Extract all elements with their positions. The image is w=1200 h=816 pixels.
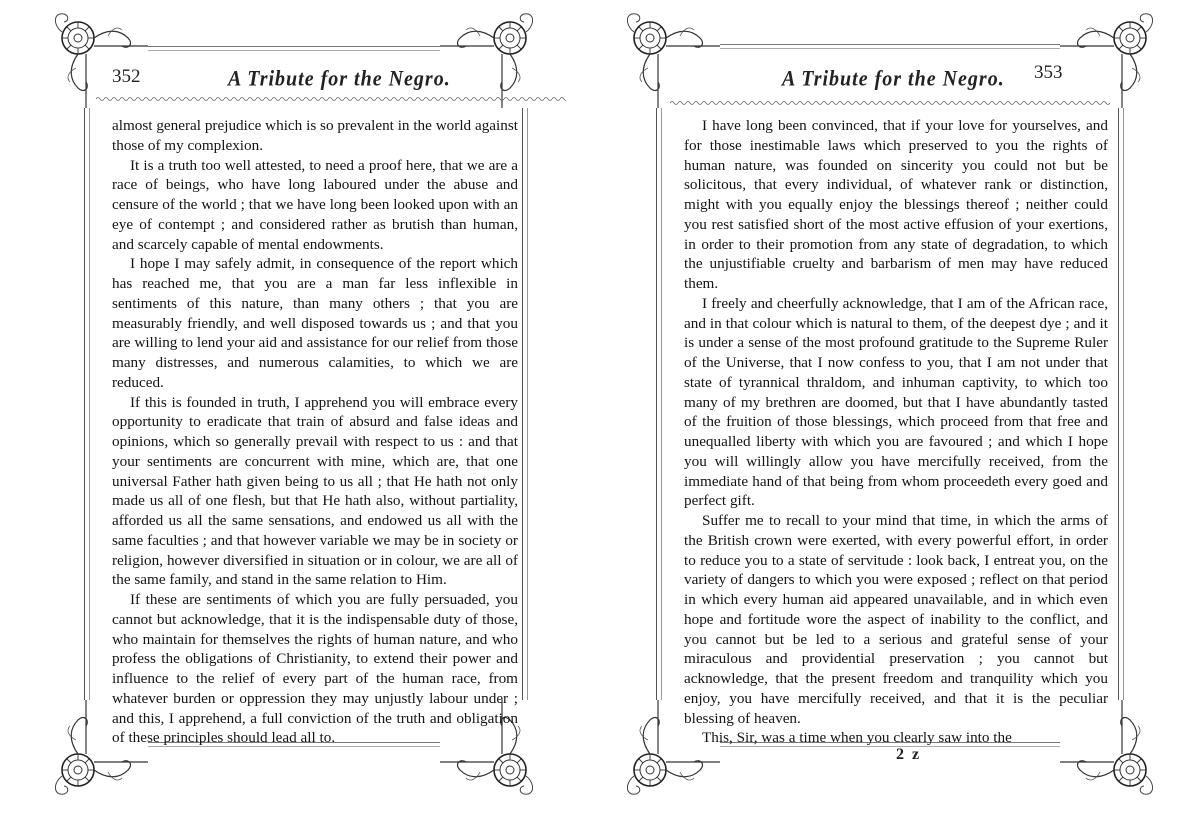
frame-left-rule xyxy=(656,108,657,700)
paragraph: I hope I may safely admit, in consequence of the report which has reached me, that you are a man far less inflexible in sentiments of this nature, than many others ; that you are measurably friendly, and well disposed towards us ; and that you are willing to lend your aid and assistance for our relief from those many distresses, and numerous calamities, to which we are reduced. xyxy=(112,255,518,391)
corner-ornament-icon xyxy=(48,8,148,108)
frame-right-rule xyxy=(1118,108,1119,700)
page-number: 352 xyxy=(112,66,141,87)
frame-top-rule xyxy=(148,50,440,51)
paragraph: I freely and cheerfully acknowledge, that I am of the African race, and in that colour which is natural to them, of the deepest dye ; and it is under a sense of the most profound gratitude to the Supreme Ruler of the Universe, that I now confess to you, that I am not under that state of tyrannical thraldom, and inhuman captivity, to which too many of my brethren are doomed, but that I have abundantly tasted of the fruition of those blessings, which proceed from that free and unequalled liberty with which you are favoured ; and which I hope you will willingly allow you have mercifully received, from the immediate hand of that being from whom proceedeth every goed and perfect gift. xyxy=(684,294,1108,510)
running-header xyxy=(670,62,1110,92)
right-page xyxy=(620,0,1160,816)
frame-right-rule xyxy=(1123,108,1124,700)
frame-left-rule xyxy=(89,108,90,700)
left-page xyxy=(40,0,580,816)
paragraph: It is a truth too well attested, to need a proof here, that we are a race of beings, who have long laboured under the abuse and censure of the world ; that we have long been looked upon with an eye of contempt ; and considered rather as brutish than human, and scarcely capable of mental endowments. xyxy=(112,156,518,253)
corner-ornament-icon xyxy=(620,8,720,108)
frame-right-rule xyxy=(522,108,523,700)
frame-right-rule xyxy=(527,108,528,700)
paragraph: almost general prejudice which is so prevalent in the world against those of my complexion. xyxy=(112,117,518,154)
corner-ornament-icon xyxy=(1060,8,1160,108)
frame-left-rule xyxy=(661,108,662,700)
paragraph: This, Sir, was a time when you clearly saw into the xyxy=(702,729,1012,747)
frame-left-rule xyxy=(84,108,85,700)
page-number: 353 xyxy=(1034,62,1063,83)
corner-ornament-icon xyxy=(440,8,540,108)
frame-top-rule xyxy=(720,44,1060,45)
paragraph: If these are sentiments of which you are fully persuaded, you cannot but acknowledge, that it is the indispensable duty of those, who maintain for themselves the rights of human nature, and who profess the obligations of Christianity, to extend their power and influence to the relief of every part of the human race, from whatever burden or oppression they may unjustly labour under ; and this, I apprehend, a full conviction of the truth and obligation of these principles should lead all to. xyxy=(112,591,518,747)
paragraph: If this is founded in truth, I apprehend you will embrace every opportunity to eradicate that train of absurd and false ideas and opinions, which so generally prevail with respect to us : and that your sentiments are concurrent with mine, which are, that one universal Father hath given being to us all ; that He hath not only made us all of one flesh, but that He hath also, without partiality, afforded us all the same sensations, and endowed us all with the same faculties ; and that however variable we may be in society or religion, however diversified in situation or in colour, we are all of the same family, and stand in the same relation to Him. xyxy=(112,393,518,589)
signature-mark: 2 z xyxy=(896,746,922,763)
paragraph: Suffer me to recall to your mind that time, in which the arms of the British crown were exerted, with every powerful effort, in order to reduce you to a state of servitude : look back, I entreat you, on the variety of dangers to which you were exposed ; reflect on that period in which every human aid appeared unavailable, and in which even hope and fortitude wore the aspect of inability to the conflict, and you cannot but be led to a serious and grateful sense of your miraculous and providential preservation ; you cannot but acknowledge, that the present freedom and tranquility which you enjoy, you have mercifully received, and that it is the peculiar blessing of heaven. xyxy=(684,512,1108,727)
frame-top-rule xyxy=(148,46,440,47)
running-title: A Tribute for the Negro. xyxy=(782,66,1005,92)
wavy-rule xyxy=(96,96,566,102)
paragraph: I have long been convinced, that if your love for yourselves, and for those inestimable laws which preserved to you the rights of human nature, was founded on sincerity you could not but be solicitous, that every individual, of whatever rank or distinction, might with you equally enjoy the blessings thereof ; neither could you rest satisfied short of the most active effusion of your exertions, in order to their promotion from any state of degradation, to which the unjustifiable cruelty and barbarism of men may have reduced them. xyxy=(684,117,1108,292)
body-text xyxy=(684,116,1108,748)
running-title: A Tribute for the Negro. xyxy=(228,66,451,92)
body-text xyxy=(112,116,518,748)
frame-top-rule xyxy=(720,48,1060,49)
running-header xyxy=(100,62,520,92)
wavy-rule xyxy=(670,100,1110,106)
